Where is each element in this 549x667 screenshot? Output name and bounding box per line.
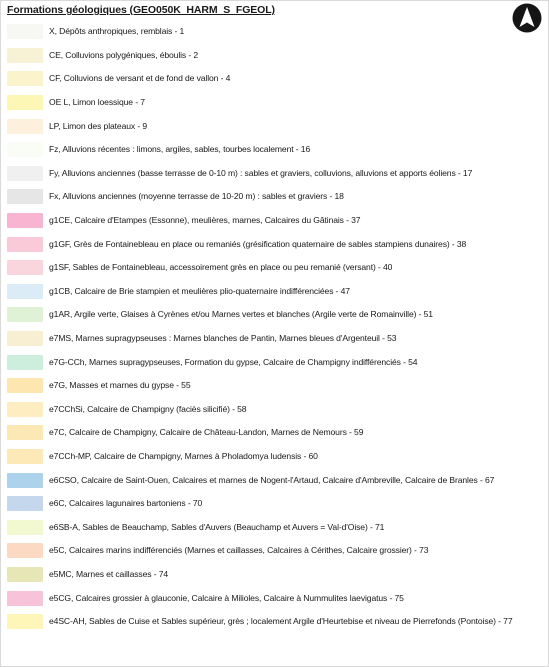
legend-swatch: [7, 24, 43, 39]
legend-swatch: [7, 95, 43, 110]
legend-item-label: e5MC, Marnes et caillasses - 74: [49, 568, 169, 579]
legend-swatch: [7, 166, 43, 181]
legend-item: [7, 162, 547, 186]
legend-swatch: [7, 142, 43, 157]
legend-item-label: e7CCh-MP, Calcaire de Champigny, Marnes à Pholadomya ludensis - 60: [49, 450, 318, 461]
legend-item-label: e4SC-AH, Sables de Cuise et Sables supérieur, grès ; localement Argile d'Heurtebise et niveau de Pierrefonds (Pontoise) - 77: [49, 616, 513, 627]
legend-item: [7, 445, 547, 469]
legend-item-label: g1GF, Grès de Fontainebleau en place ou remaniés (grésification quaternaire de sables stampiens dunaires) - 38: [49, 238, 467, 249]
legend-item-label: g1SF, Sables de Fontainebleau, accessoirement grès en place ou peu remanié (versant) - 40: [49, 262, 393, 273]
legend-item: [7, 185, 547, 209]
legend-item-label: e6SB-A, Sables de Beauchamp, Sables d'Auvers (Beauchamp et Auvers = Val-d'Oise) - 71: [49, 521, 385, 532]
legend-item: [7, 209, 547, 233]
legend-item-label: e7C, Calcaire de Champigny, Calcaire de Château-Landon, Marnes de Nemours - 59: [49, 427, 364, 438]
legend-swatch: [7, 543, 43, 558]
legend-item: [7, 374, 547, 398]
legend-swatch: [7, 331, 43, 346]
legend-item: [7, 421, 547, 445]
legend-swatch: [7, 591, 43, 606]
legend-item: [7, 232, 547, 256]
legend-item: [7, 303, 547, 327]
legend-item: [7, 91, 547, 115]
legend-item: [7, 563, 547, 587]
legend-list: [7, 20, 547, 633]
legend-item: [7, 539, 547, 563]
legend-swatch: [7, 520, 43, 535]
legend-item-label: g1AR, Argile verte, Glaises à Cyrènes et/ou Marnes vertes et blanches (Argile verte de Romainville) - 51: [49, 309, 433, 320]
legend-swatch: [7, 355, 43, 370]
legend-swatch: [7, 473, 43, 488]
legend-item: [7, 67, 547, 91]
legend-item: [7, 492, 547, 516]
legend-swatch: [7, 567, 43, 582]
legend-swatch: [7, 48, 43, 63]
legend-swatch: [7, 284, 43, 299]
legend-item-label: e7G-CCh, Marnes supragypseuses, Formation du gypse, Calcaire de Champigny indifférenciés - 54: [49, 356, 418, 367]
legend-item-label: CE, Colluvions polygéniques, éboulis - 2: [49, 49, 199, 60]
legend-swatch: [7, 71, 43, 86]
legend-swatch: [7, 378, 43, 393]
legend-item-label: e5C, Calcaires marins indifférenciés (Marnes et caillasses, Calcaires à Cérithes, Calcaire grossier) - 73: [49, 545, 429, 556]
legend-item-label: e7CChSi, Calcaire de Champigny (faciès silicifié) - 58: [49, 403, 247, 414]
legend-item-label: Fz, Alluvions récentes : limons, argiles, sables, tourbes localement - 16: [49, 144, 311, 155]
legend-swatch: [7, 425, 43, 440]
legend-item: [7, 20, 547, 44]
legend-item-label: LP, Limon des plateaux - 9: [49, 120, 148, 131]
legend-item: [7, 515, 547, 539]
legend-title: Formations géologiques (GEO050K_HARM_S_FGEOL): [7, 4, 275, 16]
legend-item-label: e7MS, Marnes supragypseuses : Marnes blanches de Pantin, Marnes bleues d'Argenteuil - 53: [49, 333, 397, 344]
legend-item-label: Fx, Alluvions anciennes (moyenne terrasse de 10-20 m) : sables et graviers - 18: [49, 191, 344, 202]
legend-item-label: e5CG, Calcaires grossier à glauconie, Calcaire à Milioles, Calcaire à Nummulites laevigatus - 75: [49, 592, 404, 603]
legend-item-label: e7G, Masses et marnes du gypse - 55: [49, 380, 191, 391]
legend-item-label: e6C, Calcaires lagunaires bartoniens - 70: [49, 498, 203, 509]
legend-item-label: X, Dépôts anthropiques, remblais - 1: [49, 26, 185, 37]
legend-swatch: [7, 260, 43, 275]
legend-item: [7, 398, 547, 422]
legend-item: [7, 610, 547, 634]
legend-item-label: OE L, Limon loessique - 7: [49, 97, 145, 108]
legend-item: [7, 138, 547, 162]
legend-item-label: g1CB, Calcaire de Brie stampien et meulières plio-quaternaire indifférenciées - 47: [49, 285, 350, 296]
legend-item: [7, 586, 547, 610]
legend-swatch: [7, 189, 43, 204]
legend-item: [7, 280, 547, 304]
legend-swatch: [7, 449, 43, 464]
legend-item-label: CF, Colluvions de versant et de fond de vallon - 4: [49, 73, 231, 84]
legend-swatch: [7, 496, 43, 511]
legend-item: [7, 350, 547, 374]
legend-item: [7, 44, 547, 68]
legend-swatch: [7, 307, 43, 322]
legend-item: [7, 327, 547, 351]
legend-item: [7, 256, 547, 280]
legend-item-label: Fy, Alluvions anciennes (basse terrasse de 0-10 m) : sables et graviers, colluvions, alluvions et apports éoliens - 17: [49, 167, 473, 178]
legend-item-label: e6CSO, Calcaire de Saint-Ouen, Calcaires et marnes de Nogent-l'Artaud, Calcaire d'Ambreville, Calcaire de Branles - 67: [49, 474, 495, 485]
legend-swatch: [7, 614, 43, 629]
legend-item: [7, 468, 547, 492]
legend-swatch: [7, 119, 43, 134]
legend-swatch: [7, 237, 43, 252]
legend-item: [7, 114, 547, 138]
legend-item-label: g1CE, Calcaire d'Etampes (Essonne), meulières, marnes, Calcaires du Gâtinais - 37: [49, 215, 361, 226]
legend-swatch: [7, 402, 43, 417]
legend-swatch: [7, 213, 43, 228]
